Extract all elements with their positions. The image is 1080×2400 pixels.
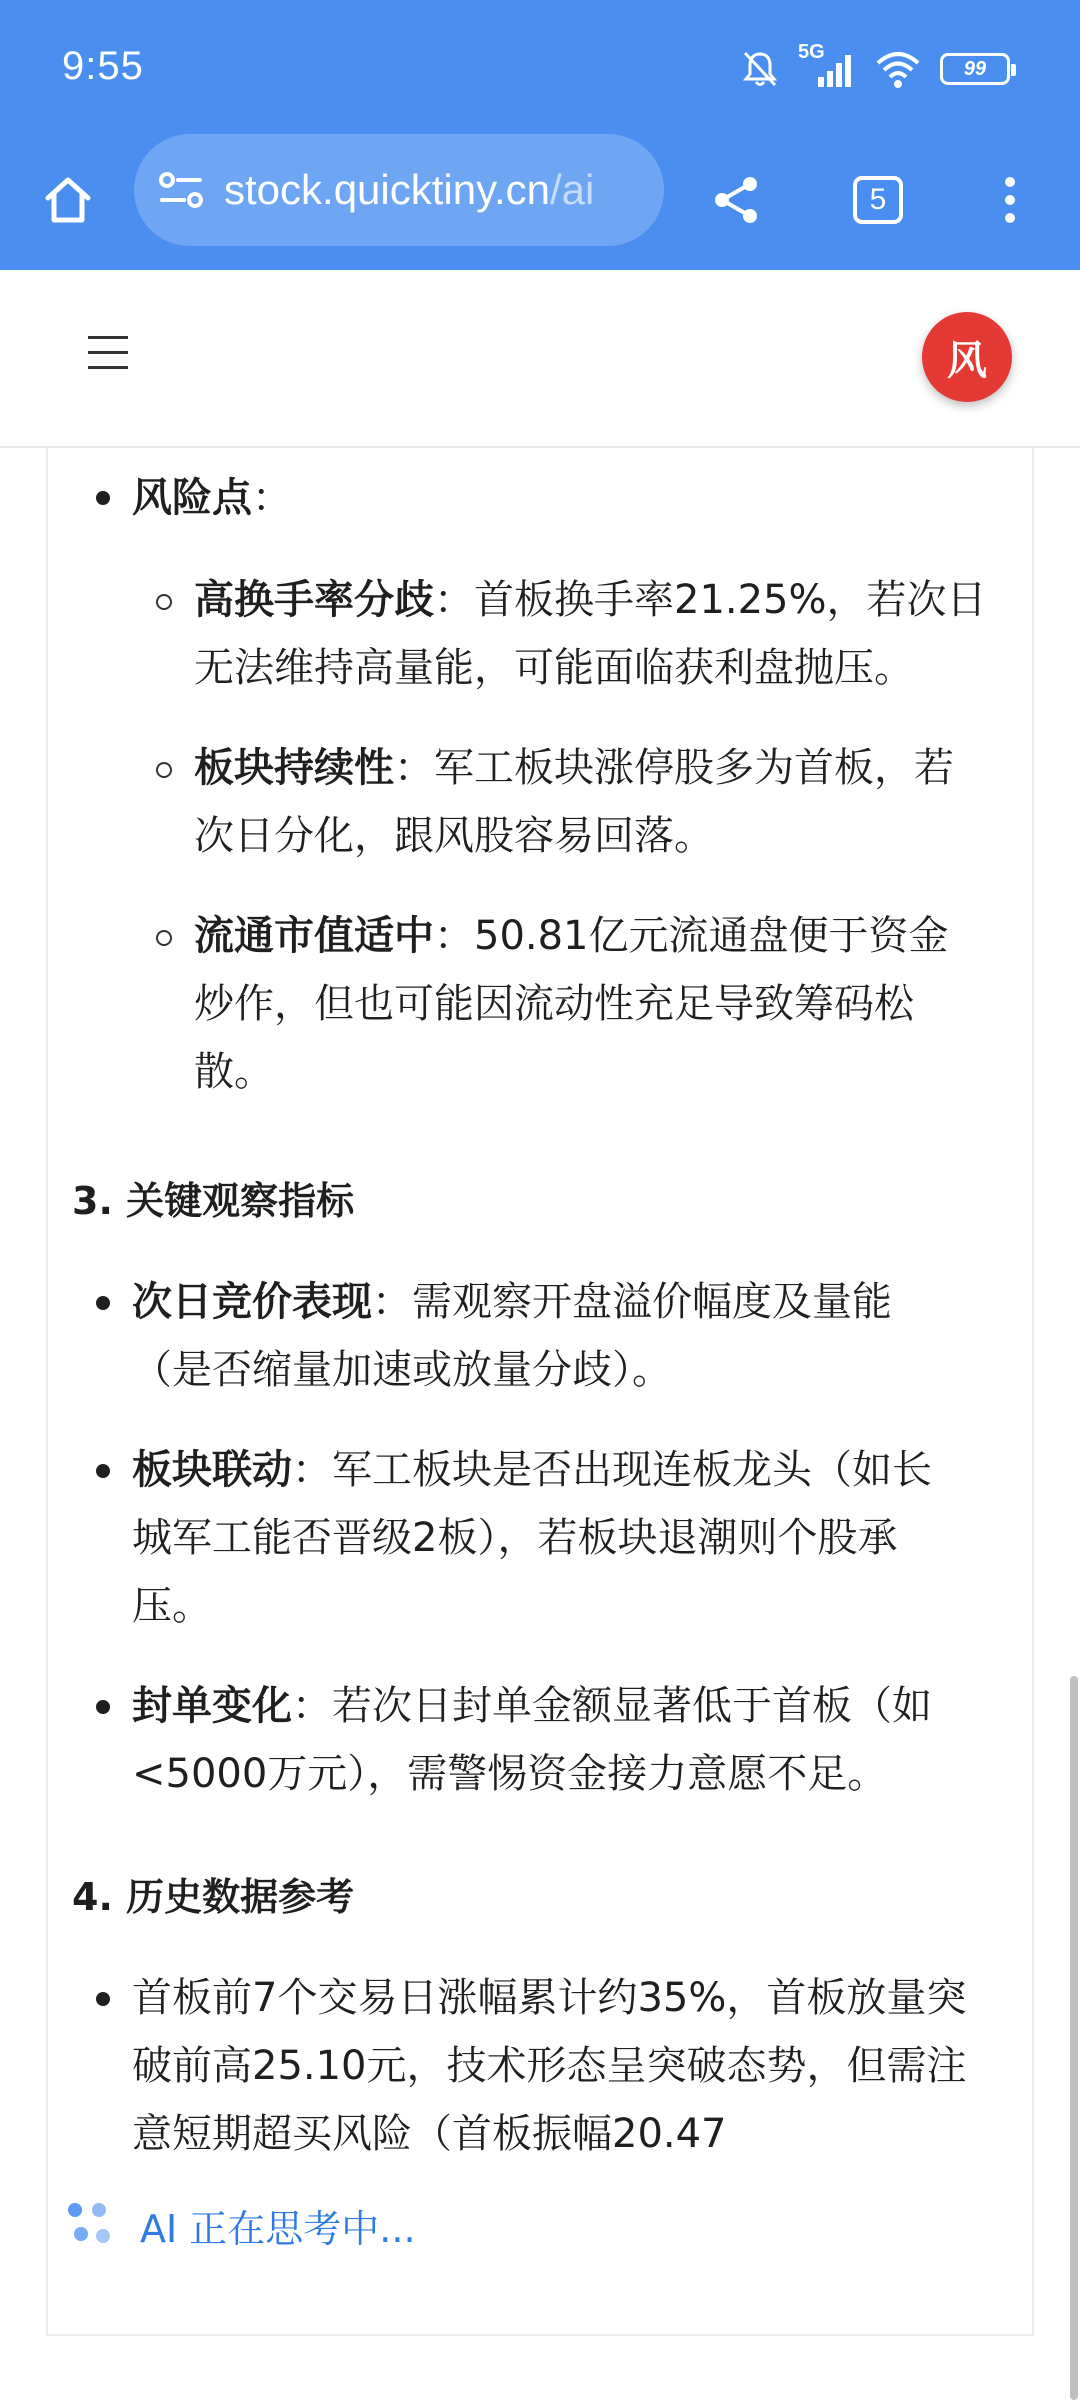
site-settings-icon[interactable] [156,165,206,215]
list-item-line: 破前高25.10元，技术形态呈突破态势，但需注 [132,2043,967,2089]
url-path: /ai [550,166,595,213]
tab-count: 5 [853,176,903,224]
bullet-dot [96,1296,110,1310]
section-heading: 3. 关键观察指标 [72,1179,355,1223]
list-item-line: <5000万元），需警惕资金接力意愿不足。 [132,1751,888,1797]
bullet-dot [96,491,110,505]
list-item: 板块持续性：军工板块涨停股多为首板，若 [194,745,954,791]
menu-icon[interactable] [88,336,128,376]
status-icons [740,41,1010,94]
list-item: 板块联动：军工板块是否出现连板龙头（如长 [132,1447,932,1493]
list-item-line: 城军工能否晋级2板），若板块退潮则个股承 [132,1515,898,1561]
thinking-text: AI 正在思考中... [140,2206,416,2251]
list-item-line: 无法维持高量能，可能面临获利盘抛压。 [194,645,914,691]
share-button[interactable] [696,160,776,240]
cellular-signal-icon [798,41,856,91]
list-item: 封单变化：若次日封单金额显著低于首板（如 [132,1683,932,1729]
sub-bullet-circle [156,594,172,610]
list-item: 高换手率分歧：首板换手率21.25%，若次日 [194,577,987,623]
bullet-dot [96,1992,110,2006]
bullet-dot [96,1464,110,1478]
tab-switcher-button[interactable] [838,160,918,240]
address-bar[interactable] [134,134,664,246]
section-heading: 4. 历史数据参考 [72,1875,355,1919]
list-item: 流通市值适中：50.81亿元流通盘便于资金 [194,913,949,959]
battery-icon [940,53,1010,85]
list-item-line: （是否缩量加速或放量分歧）。 [132,1347,672,1393]
list-item-line: 炒作，但也可能因流动性充足导致筹码松 [194,981,914,1027]
list-item: 次日竞价表现：需观察开盘溢价幅度及量能 [132,1279,892,1325]
sub-bullet-circle [156,762,172,778]
url-text[interactable] [224,166,594,214]
more-vertical-icon [1000,172,1020,228]
ai-response-card [46,448,1034,2336]
home-button[interactable] [28,160,108,240]
list-item-line: 压。 [132,1583,212,1629]
status-time: 9:55 [62,44,144,88]
risk-heading: 风险点： [132,475,292,521]
list-item-line: 意短期超买风险（首板振幅20.47 [132,2111,727,2157]
ai-thinking-indicator [68,2195,416,2255]
home-icon [40,172,96,228]
loading-dots-icon [68,2203,112,2247]
battery-level: 99 [963,57,987,80]
bullet-dot [96,1700,110,1714]
avatar[interactable]: 风 [922,312,1012,402]
site-header [0,270,1080,448]
browser-menu-button[interactable] [970,160,1050,240]
list-item-line: 散。 [194,1049,274,1095]
browser-chrome [0,0,1080,270]
notifications-muted-icon [740,49,780,89]
sub-bullet-circle [156,930,172,946]
scrollbar-thumb[interactable] [1070,1676,1078,2400]
browser-toolbar [0,130,1080,270]
list-item-line: 次日分化，跟风股容易回落。 [194,813,714,859]
status-bar [0,0,1080,130]
network-type: 5G [798,41,825,63]
wifi-icon [874,49,922,89]
url-domain: stock.quicktiny.cn [224,166,551,213]
list-item: 首板前7个交易日涨幅累计约35%，首板放量突 [132,1975,967,2021]
share-icon [708,172,764,228]
